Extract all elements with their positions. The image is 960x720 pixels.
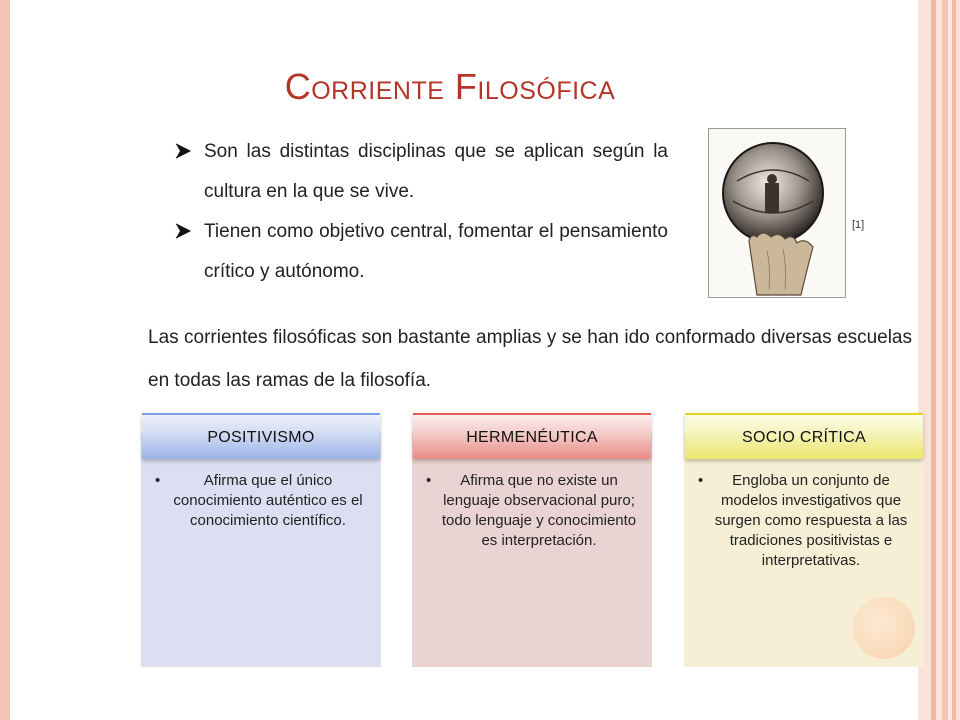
citation-reference: [1]	[852, 219, 865, 231]
column-heading: HERMENÉUTICA	[413, 413, 651, 459]
bullet-dot: •	[155, 472, 161, 489]
column-body	[141, 433, 381, 667]
slide-title: Corriente Filosófica	[284, 66, 616, 107]
bullet-item	[172, 132, 668, 212]
bullet-dot: •	[426, 472, 432, 489]
column-text: Afirma que el único conocimiento auténtico es el conocimiento científico.	[173, 472, 363, 529]
bullet-dot: •	[698, 472, 704, 489]
intro-paragraph: Las corrientes filosóficas son bastante amplias y se han ido conformado diversas escuelas en todas las ramas de la filosofía.	[148, 327, 912, 391]
left-decorative-border	[0, 0, 10, 720]
bullet-text: Son las distintas disciplinas que se aplican según la cultura en la que se vive.	[204, 141, 668, 202]
column-heading: POSITIVISMO	[142, 413, 380, 459]
right-decorative-border	[918, 0, 960, 720]
arrow-bullet-icon	[174, 221, 194, 241]
column-hermeneutica	[412, 413, 652, 667]
bullet-list	[172, 132, 668, 292]
column-text: Afirma que no existe un lenguaje observacional puro; todo lenguaje y conocimiento es interpretación.	[441, 472, 637, 549]
decorative-circle	[853, 597, 915, 659]
hand-with-reflecting-sphere-image	[708, 128, 846, 298]
column-positivismo	[141, 413, 381, 667]
column-heading: SOCIO CRÍTICA	[685, 413, 923, 459]
column-text: Engloba un conjunto de modelos investigativos que surgen como respuesta a las tradiciones positivistas e interpretativas.	[714, 472, 908, 569]
arrow-bullet-icon	[174, 141, 194, 161]
bullet-item	[172, 212, 668, 292]
bullet-text: Tienen como objetivo central, fomentar el pensamiento crítico y autónomo.	[204, 221, 668, 282]
column-body	[412, 433, 652, 667]
